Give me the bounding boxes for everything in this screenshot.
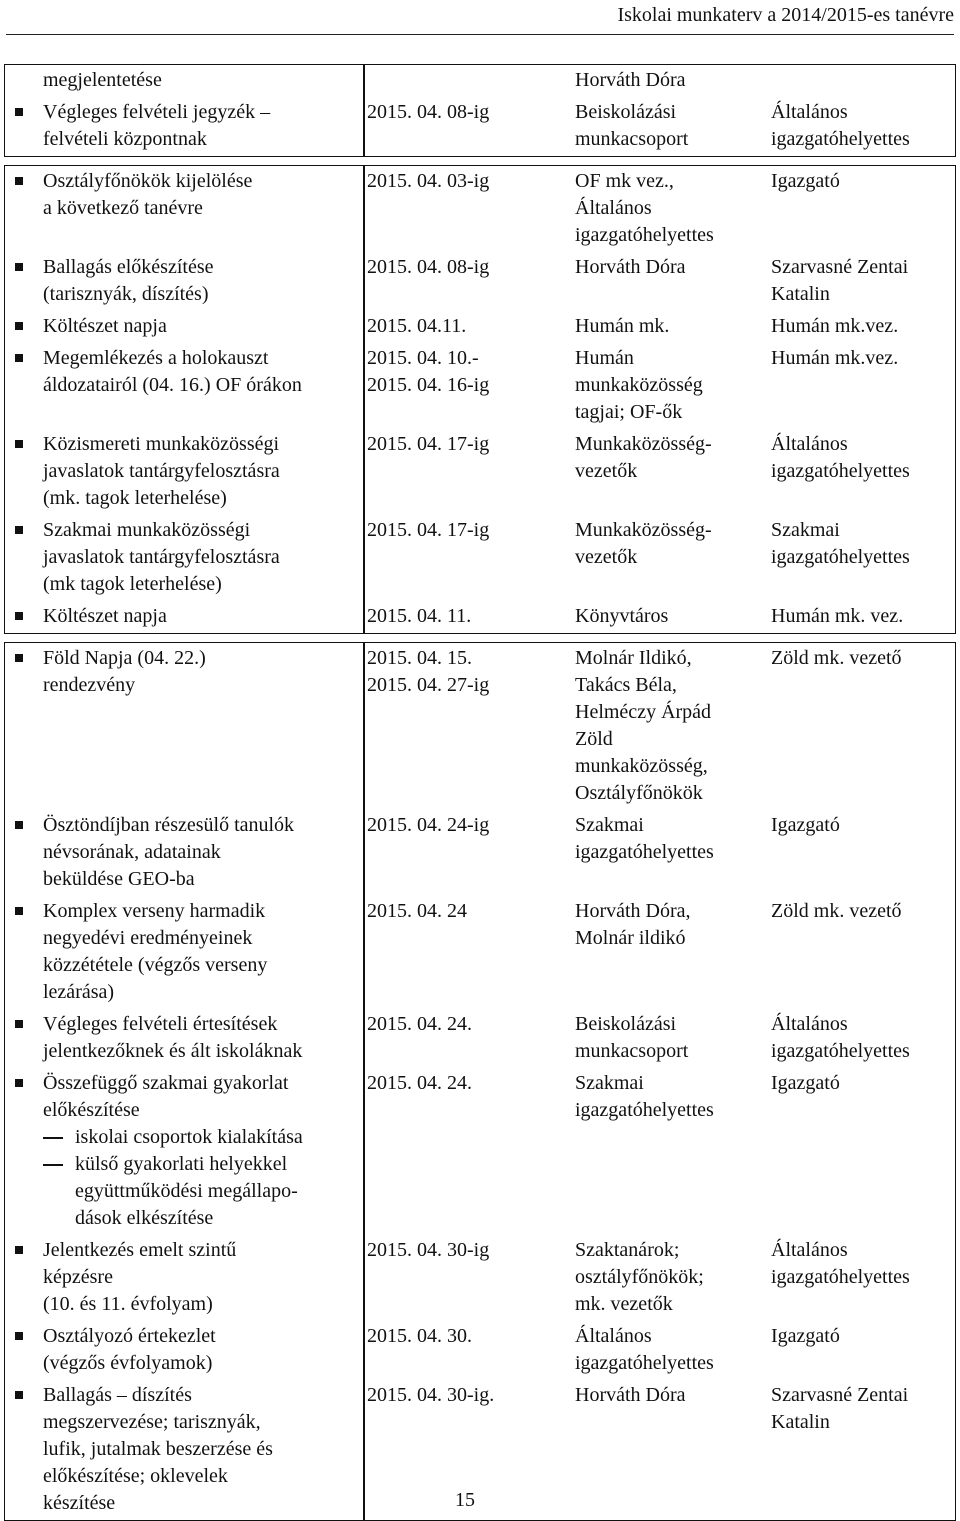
deadline-cell <box>367 1382 575 1409</box>
task-text: lezárása) <box>43 981 115 1003</box>
responsible-text: osztályfőnökök; <box>575 1266 704 1288</box>
supervisor-cell <box>771 1011 955 1065</box>
responsible-text: Horváth Dóra <box>575 1384 686 1406</box>
supervisor-cell <box>771 1323 955 1350</box>
square-bullet-icon <box>15 821 23 829</box>
square-bullet-icon <box>15 1020 23 1028</box>
task-text: Megemlékezés a holokauszt <box>43 347 269 369</box>
responsible-text: Molnár ildikó <box>575 927 686 949</box>
deadline-text: 2015. 04.11. <box>367 315 467 337</box>
task-cell <box>5 1070 367 1232</box>
deadline-text: 2015. 04. 10.- <box>367 347 479 369</box>
responsible-text: Horváth Dóra, <box>575 900 691 922</box>
table-row <box>5 1009 955 1068</box>
square-bullet-icon <box>15 1246 23 1254</box>
deadline-text: 2015. 04. 27-ig <box>367 674 490 696</box>
responsible-text: Horváth Dóra <box>575 69 686 91</box>
task-text: rendezvény <box>43 674 136 696</box>
deadline-cell <box>367 99 575 126</box>
supervisor-cell <box>771 254 955 308</box>
responsible-cell <box>575 1323 771 1377</box>
sub-item <box>43 1124 367 1151</box>
page-header: Iskolai munkaterv a 2014/2015-es tanévre <box>617 4 954 26</box>
task-text: közzététele (végzős verseny <box>43 954 268 976</box>
responsible-text: vezetők <box>575 546 638 568</box>
deadline-text: 2015. 04. 15. <box>367 647 472 669</box>
deadline-text: 2015. 04. 16-ig <box>367 374 490 396</box>
task-text: Jelentkezés emelt szintű <box>43 1239 237 1261</box>
task-cell <box>5 254 367 308</box>
sub-item <box>43 1151 367 1232</box>
task-text: Ballagás előkészítése <box>43 256 214 278</box>
responsible-cell <box>575 1070 771 1124</box>
task-text: (tarisznyák, díszítés) <box>43 283 209 305</box>
deadline-cell <box>367 645 575 699</box>
table-row <box>5 896 955 1009</box>
responsible-text: munkacsoport <box>575 1040 689 1062</box>
supervisor-cell <box>771 431 955 485</box>
responsible-text: Humán <box>575 347 634 369</box>
supervisor-text: Zöld mk. vezető <box>771 900 902 922</box>
sub-item-text: együttműködési megállapo- <box>75 1180 298 1202</box>
task-text: Ballagás – díszítés <box>43 1384 192 1406</box>
sub-item-text: iskolai csoportok kialakítása <box>75 1126 303 1148</box>
table-row <box>5 97 955 156</box>
supervisor-cell <box>771 898 955 925</box>
square-bullet-icon <box>15 1391 23 1399</box>
square-bullet-icon <box>15 654 23 662</box>
task-text: áldozatairól (04. 16.) OF órákon <box>43 374 302 396</box>
responsible-text: igazgatóhelyettes <box>575 1352 714 1374</box>
responsible-text: munkaközösség <box>575 374 703 396</box>
supervisor-text: Szarvasné Zentai <box>771 1384 909 1406</box>
responsible-text: mk. vezetők <box>575 1293 673 1315</box>
task-text: megjelentetése <box>43 69 162 91</box>
task-text: előkészítése <box>43 1099 140 1121</box>
deadline-text: 2015. 04. 30-ig. <box>367 1384 495 1406</box>
supervisor-cell <box>771 1382 955 1436</box>
responsible-cell <box>575 168 771 249</box>
responsible-text: Beiskolázási <box>575 101 677 123</box>
deadline-cell <box>367 1011 575 1038</box>
deadline-text: 2015. 04. 17-ig <box>367 519 490 541</box>
supervisor-text: Igazgató <box>771 814 840 836</box>
responsible-text: OF mk vez., <box>575 170 674 192</box>
responsible-text: Általános <box>575 197 652 219</box>
responsible-text: Takács Béla, <box>575 674 677 696</box>
responsible-text: Horváth Dóra <box>575 256 686 278</box>
task-cell <box>5 431 367 512</box>
dash-bullet-icon <box>43 1164 63 1166</box>
supervisor-cell <box>771 603 955 630</box>
supervisor-text: Zöld mk. vezető <box>771 647 902 669</box>
supervisor-cell <box>771 345 955 372</box>
deadline-cell <box>367 1323 575 1350</box>
supervisor-text: Szarvasné Zentai <box>771 256 909 278</box>
table-row <box>5 311 955 343</box>
square-bullet-icon <box>15 108 23 116</box>
deadline-text: 2015. 04. 30. <box>367 1325 472 1347</box>
task-cell <box>5 313 367 340</box>
responsible-cell <box>575 1382 771 1409</box>
task-cell <box>5 645 367 699</box>
deadline-cell <box>367 1070 575 1097</box>
page-number: 15 <box>455 1489 475 1511</box>
responsible-cell <box>575 645 771 807</box>
square-bullet-icon <box>15 354 23 362</box>
deadline-cell <box>367 1237 575 1264</box>
responsible-cell <box>575 67 771 94</box>
responsible-text: Szaktanárok; <box>575 1239 680 1261</box>
responsible-cell <box>575 812 771 866</box>
task-text: előkészítése; oklevelek <box>43 1465 228 1487</box>
responsible-text: Helméczy Árpád <box>575 701 712 723</box>
supervisor-text: Humán mk. vez. <box>771 605 904 627</box>
responsible-cell <box>575 603 771 630</box>
responsible-cell <box>575 1237 771 1318</box>
deadline-text: 2015. 04. 24 <box>367 900 467 922</box>
supervisor-text: Általános <box>771 101 848 123</box>
square-bullet-icon <box>15 440 23 448</box>
deadline-text: 2015. 04. 17-ig <box>367 433 490 455</box>
square-bullet-icon <box>15 322 23 330</box>
deadline-cell <box>367 313 575 340</box>
task-text: Közismereti munkaközösségi <box>43 433 280 455</box>
deadline-text: 2015. 04. 24-ig <box>367 814 490 836</box>
responsible-text: Általános <box>575 1325 652 1347</box>
table-row <box>5 1321 955 1380</box>
task-text: javaslatok tantárgyfelosztásra <box>43 546 280 568</box>
task-text: Végleges felvételi értesítések <box>43 1013 278 1035</box>
supervisor-text: Humán mk.vez. <box>771 347 899 369</box>
task-text: Ösztöndíjban részesülő tanulók <box>43 814 295 836</box>
deadline-text: 2015. 04. 24. <box>367 1013 472 1035</box>
responsible-text: Beiskolázási <box>575 1013 677 1035</box>
responsible-text: Munkaközösség- <box>575 519 712 541</box>
supervisor-text: Humán mk.vez. <box>771 315 899 337</box>
responsible-text: Molnár Ildikó, <box>575 647 692 669</box>
supervisor-cell <box>771 99 955 153</box>
responsible-text: igazgatóhelyettes <box>575 841 714 863</box>
task-text: Föld Napja (04. 22.) <box>43 647 206 669</box>
deadline-cell <box>367 517 575 544</box>
sub-item-text: dások elkészítése <box>75 1207 214 1229</box>
responsible-text: Szakmai <box>575 814 644 836</box>
deadline-cell <box>367 67 575 94</box>
responsible-text: Munkaközösség- <box>575 433 712 455</box>
table-section <box>4 165 956 634</box>
task-cell <box>5 517 367 598</box>
header-rule <box>6 34 954 35</box>
task-text: Osztályozó értekezlet <box>43 1325 216 1347</box>
supervisor-text: Általános <box>771 1013 848 1035</box>
deadline-text: 2015. 04. 03-ig <box>367 170 490 192</box>
task-cell <box>5 67 367 94</box>
task-text: Komplex verseny harmadik <box>43 900 266 922</box>
sub-item-text: külső gyakorlati helyekkel <box>75 1153 288 1175</box>
supervisor-text: Szakmai <box>771 519 840 541</box>
task-text: (mk. tagok leterhelése) <box>43 487 227 509</box>
dash-bullet-icon <box>43 1137 63 1139</box>
supervisor-text: igazgatóhelyettes <box>771 1266 910 1288</box>
task-cell <box>5 603 367 630</box>
supervisor-cell <box>771 168 955 195</box>
supervisor-cell <box>771 313 955 340</box>
task-cell <box>5 1011 367 1065</box>
deadline-cell <box>367 431 575 458</box>
table-row <box>5 1235 955 1321</box>
responsible-text: Könyvtáros <box>575 605 669 627</box>
table-row <box>5 1068 955 1235</box>
responsible-cell <box>575 254 771 281</box>
deadline-text: 2015. 04. 08-ig <box>367 101 490 123</box>
deadline-cell <box>367 812 575 839</box>
table-row <box>5 343 955 429</box>
supervisor-text: igazgatóhelyettes <box>771 1040 910 1062</box>
task-cell <box>5 1323 367 1377</box>
deadline-cell <box>367 254 575 281</box>
supervisor-text: igazgatóhelyettes <box>771 546 910 568</box>
supervisor-text: igazgatóhelyettes <box>771 128 910 150</box>
deadline-cell <box>367 168 575 195</box>
responsible-text: tagjai; OF-ők <box>575 401 683 423</box>
responsible-text: vezetők <box>575 460 638 482</box>
task-text: negyedévi eredményeinek <box>43 927 253 949</box>
task-text: (végzős évfolyamok) <box>43 1352 213 1374</box>
responsible-cell <box>575 517 771 571</box>
task-text: Végleges felvételi jegyzék – <box>43 101 271 123</box>
supervisor-text: Általános <box>771 1239 848 1261</box>
deadline-cell <box>367 345 575 399</box>
responsible-text: munkaközösség, <box>575 755 708 777</box>
deadline-cell <box>367 603 575 630</box>
table-row <box>5 515 955 601</box>
table-row <box>5 65 955 97</box>
task-cell <box>5 812 367 893</box>
schedule-table <box>4 64 956 1521</box>
responsible-cell <box>575 345 771 426</box>
supervisor-text: Általános <box>771 433 848 455</box>
deadline-cell <box>367 898 575 925</box>
responsible-cell <box>575 898 771 952</box>
square-bullet-icon <box>15 1079 23 1087</box>
table-row <box>5 252 955 311</box>
task-text: Osztályfőnökök kijelölése <box>43 170 253 192</box>
deadline-text <box>367 67 575 94</box>
supervisor-cell <box>771 517 955 571</box>
table-row <box>5 601 955 633</box>
task-text: megszervezése; tarisznyák, <box>43 1411 261 1433</box>
task-text: beküldése GEO-ba <box>43 868 195 890</box>
task-text: lufik, jutalmak beszerzése és <box>43 1438 273 1460</box>
square-bullet-icon <box>15 907 23 915</box>
responsible-text: Humán mk. <box>575 315 670 337</box>
table-section <box>4 64 956 157</box>
table-row <box>5 810 955 896</box>
responsible-cell <box>575 1011 771 1065</box>
supervisor-text: Igazgató <box>771 170 840 192</box>
task-text: (mk tagok leterhelése) <box>43 573 222 595</box>
task-text: felvételi központnak <box>43 128 207 150</box>
task-text: Költészet napja <box>43 315 167 337</box>
square-bullet-icon <box>15 177 23 185</box>
task-text: képzésre <box>43 1266 113 1288</box>
table-row <box>5 429 955 515</box>
supervisor-cell <box>771 1237 955 1291</box>
responsible-text: Osztályfőnökök <box>575 782 703 804</box>
supervisor-cell <box>771 67 955 94</box>
task-text: névsorának, adatainak <box>43 841 221 863</box>
table-section <box>4 642 956 1521</box>
responsible-text: munkacsoport <box>575 128 689 150</box>
task-text: Összefüggő szakmai gyakorlat <box>43 1072 289 1094</box>
responsible-text: Zöld <box>575 728 613 750</box>
responsible-cell <box>575 313 771 340</box>
responsible-text: igazgatóhelyettes <box>575 1099 714 1121</box>
responsible-text: igazgatóhelyettes <box>575 224 714 246</box>
task-cell <box>5 1237 367 1318</box>
table-row <box>5 166 955 252</box>
deadline-text: 2015. 04. 08-ig <box>367 256 490 278</box>
supervisor-cell <box>771 645 955 672</box>
responsible-cell <box>575 99 771 153</box>
task-text: (10. és 11. évfolyam) <box>43 1293 213 1315</box>
square-bullet-icon <box>15 526 23 534</box>
task-cell <box>5 345 367 399</box>
deadline-text: 2015. 04. 24. <box>367 1072 472 1094</box>
supervisor-text: igazgatóhelyettes <box>771 460 910 482</box>
supervisor-text: Katalin <box>771 1411 830 1433</box>
supervisor-text: Igazgató <box>771 1072 840 1094</box>
task-cell <box>5 99 367 153</box>
supervisor-cell <box>771 812 955 839</box>
responsible-text: Szakmai <box>575 1072 644 1094</box>
square-bullet-icon <box>15 1332 23 1340</box>
task-text: a következő tanévre <box>43 197 203 219</box>
supervisor-text: Katalin <box>771 283 830 305</box>
task-text: jelentkezőknek és ált iskoláknak <box>43 1040 303 1062</box>
task-text: készítése <box>43 1492 116 1514</box>
deadline-text: 2015. 04. 30-ig <box>367 1239 490 1261</box>
square-bullet-icon <box>15 612 23 620</box>
task-text: Szakmai munkaközösségi <box>43 519 251 541</box>
supervisor-text: Igazgató <box>771 1325 840 1347</box>
responsible-cell <box>575 431 771 485</box>
supervisor-text <box>771 67 955 94</box>
table-row <box>5 643 955 810</box>
square-bullet-icon <box>15 263 23 271</box>
task-cell <box>5 168 367 222</box>
deadline-text: 2015. 04. 11. <box>367 605 472 627</box>
supervisor-cell <box>771 1070 955 1097</box>
task-text: Költészet napja <box>43 605 167 627</box>
task-text: javaslatok tantárgyfelosztásra <box>43 460 280 482</box>
task-cell <box>5 898 367 1006</box>
